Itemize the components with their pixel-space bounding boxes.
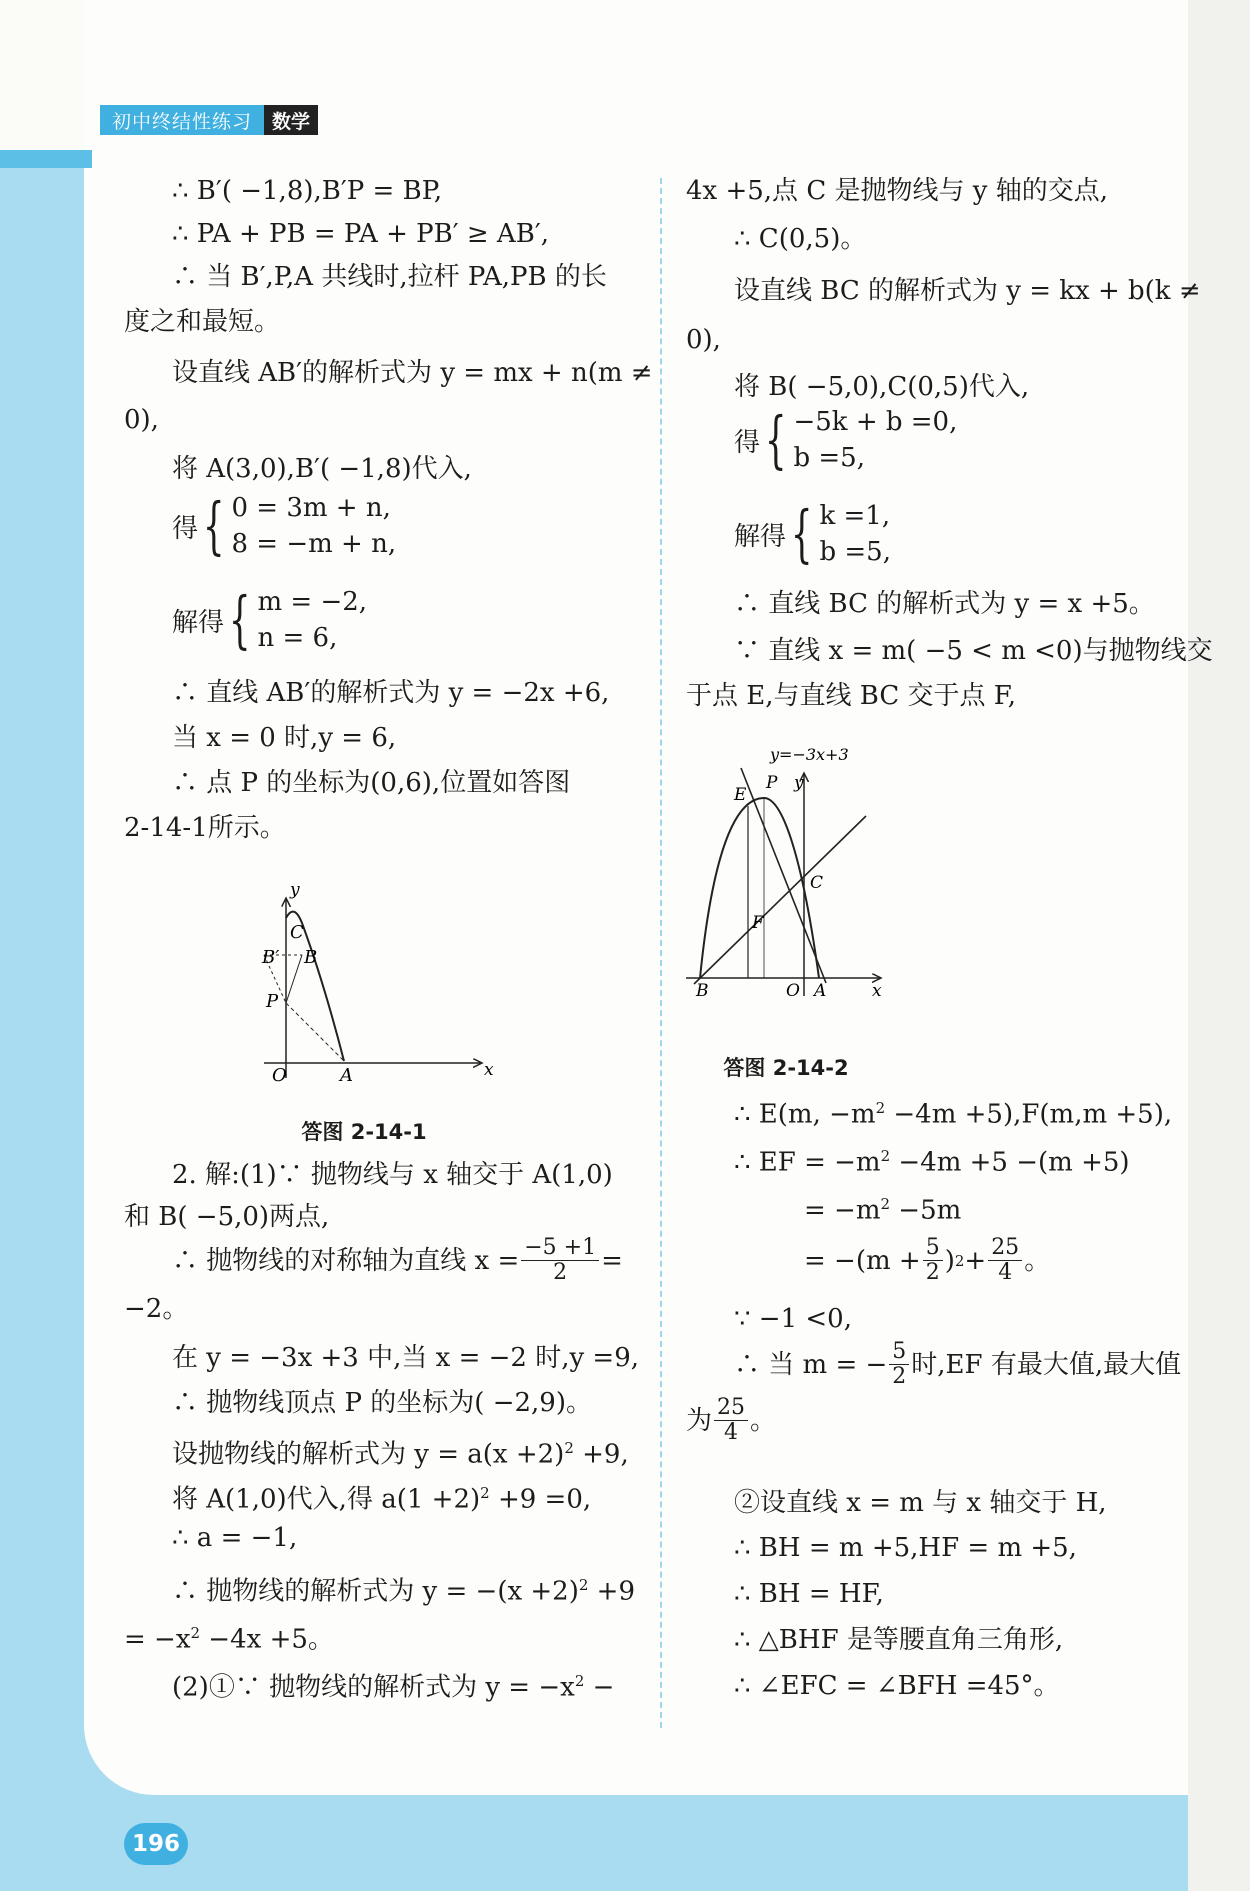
text-line (804, 1191, 961, 1224)
figure-2-14-2 (686, 738, 886, 1001)
x-axis-label: x (484, 1060, 494, 1080)
equation-system (172, 490, 396, 562)
text: = (601, 1245, 623, 1276)
brace: { (764, 403, 787, 476)
text: 为 (686, 1405, 713, 1436)
text-line: ∴ C(0,5)。 (734, 224, 867, 254)
text-line (734, 1340, 1181, 1389)
fraction (923, 1236, 943, 1285)
denominator: 2 (925, 1260, 940, 1285)
fraction (889, 1340, 909, 1389)
text-line (686, 1396, 776, 1445)
point-label-p: P (266, 991, 279, 1012)
figure-caption: 答图 2-14-1 (301, 1120, 427, 1144)
system-prefix: 解得 (734, 521, 787, 552)
text: 时,EF 有最大值,最大值 (911, 1349, 1182, 1380)
text-line: 在 y = −3x +3 中,当 x = −2 时,y =9, (172, 1343, 640, 1373)
text: 将 A(1,0)代入,得 a(1 +2) (172, 1484, 481, 1515)
text-line: ∴ 点 P 的坐标为(0,6),位置如答图 (172, 768, 571, 798)
numerator: 5 (923, 1236, 943, 1261)
text-line: 2-14-1所示。 (124, 813, 286, 843)
text: ∴ E(m, −m (734, 1099, 876, 1130)
text: ) (944, 1245, 955, 1276)
brace: { (202, 489, 225, 562)
text: −4x +5。 (200, 1624, 334, 1655)
text: = −(m + (804, 1245, 921, 1276)
system-row: b =5, (819, 537, 891, 567)
point-label-c: C (290, 922, 304, 943)
system-row: 0 = 3m + n, (231, 493, 391, 523)
numerator: 25 (988, 1236, 1022, 1261)
text-line (734, 1095, 1172, 1128)
point-label-o: O (272, 1065, 287, 1086)
text-line: ∴ BH = m +5,HF = m +5, (734, 1533, 1077, 1563)
superscript: 2 (564, 1439, 574, 1457)
system-prefix: 得 (172, 513, 199, 544)
equation-system (734, 404, 957, 476)
superscript: 2 (954, 1251, 965, 1270)
system-row: k =1, (819, 501, 891, 531)
superscript: 2 (480, 1484, 490, 1502)
superscript: 2 (875, 1099, 886, 1117)
text-line: 将 B( −5,0),C(0,5)代入, (734, 372, 1030, 402)
page-number: 196 (124, 1823, 188, 1865)
fraction (988, 1236, 1022, 1285)
text: ∴ EF = −m (734, 1147, 881, 1178)
system-row: n = 6, (257, 623, 338, 653)
series-title: 初中终结性练习 (100, 105, 264, 135)
point-label-b: B (304, 947, 318, 968)
text-line: ∵ 直线 x = m( −5 < m <0)与抛物线交 (734, 636, 1213, 666)
text: 。 (1024, 1245, 1051, 1276)
text: +9, (573, 1439, 629, 1470)
fraction (714, 1396, 748, 1445)
text-line: −2。 (124, 1294, 189, 1324)
numerator: 5 (889, 1340, 909, 1365)
point-label-p: P (766, 773, 778, 793)
text-line (172, 1435, 629, 1468)
system-row: b =5, (793, 443, 865, 473)
text: 设抛物线的解析式为 y = a(x +2) (172, 1439, 565, 1470)
text: − (584, 1672, 615, 1703)
text-line (172, 1668, 614, 1701)
text-line: ∴ B′( −1,8),B′P = BP, (172, 176, 443, 206)
text-line: ∴ a = −1, (172, 1523, 298, 1553)
text-line: ∴ 抛物线顶点 P 的坐标为( −2,9)。 (172, 1388, 592, 1418)
system-row: 8 = −m + n, (231, 529, 397, 559)
text: = −x (124, 1624, 191, 1655)
text-line: 4x +5,点 C 是抛物线与 y 轴的交点, (686, 176, 1108, 206)
text-line: 和 B( −5,0)两点, (124, 1202, 330, 1232)
text-line (172, 1236, 623, 1285)
equation-system (734, 498, 891, 570)
text-line: 2. 解:(1)∵ 抛物线与 x 轴交于 A(1,0) (172, 1160, 613, 1190)
text-line: ∵ −1 <0, (734, 1304, 852, 1334)
text: +9 (588, 1576, 636, 1607)
text-line: ∴ PA + PB = PA + PB′ ≥ AB′, (172, 219, 549, 249)
text-line: 0), (124, 405, 159, 435)
text: ∴ 当 m = − (734, 1349, 888, 1380)
point-label-b: B (696, 981, 709, 1001)
text-line (734, 1143, 1130, 1176)
line-equation-label: y=−3x+3 (770, 745, 849, 764)
system-prefix: 解得 (172, 607, 225, 638)
header-strip (0, 150, 92, 168)
point-label-a: A (340, 1065, 353, 1086)
point-label-f: F (752, 913, 764, 933)
text-line: ∴ 直线 AB′的解析式为 y = −2x +6, (172, 678, 610, 708)
denominator: 2 (553, 1260, 568, 1285)
text-line: 于点 E,与直线 BC 交于点 F, (686, 681, 1017, 711)
brace: { (790, 497, 813, 570)
y-axis-label: y (794, 773, 804, 793)
denominator: 2 (892, 1364, 907, 1389)
numerator: 25 (714, 1396, 748, 1421)
superscript: 2 (880, 1195, 891, 1213)
text-line (172, 1572, 635, 1605)
text-line: 当 x = 0 时,y = 6, (172, 723, 397, 753)
point-label-e: E (734, 785, 747, 805)
equation-system (172, 584, 367, 656)
numerator: −5 +1 (521, 1236, 599, 1261)
figure-2-14-1 (262, 880, 504, 1086)
line-bc (694, 816, 866, 984)
superscript: 2 (574, 1672, 585, 1690)
text-line: ∴ 直线 BC 的解析式为 y = x +5。 (734, 589, 1155, 619)
text: −5m (890, 1195, 962, 1226)
text: = −m (804, 1195, 881, 1226)
text-line (124, 1620, 334, 1653)
superscript: 2 (880, 1147, 891, 1165)
text-line (804, 1236, 1050, 1285)
text-line: 设直线 AB′的解析式为 y = mx + n(m ≠ (172, 358, 653, 388)
text-line (172, 1480, 591, 1513)
text: +9 =0, (489, 1484, 592, 1515)
text: ∴ 抛物线的对称轴为直线 x = (172, 1245, 520, 1276)
text: + (964, 1245, 987, 1276)
y-axis-label: y (290, 880, 300, 900)
parabola (700, 798, 819, 978)
x-axis-label: x (872, 981, 882, 1001)
text: −4m +5),F(m,m +5), (885, 1099, 1173, 1130)
system-row: m = −2, (257, 587, 368, 617)
system-prefix: 得 (734, 427, 761, 458)
text: (2)①∵ 抛物线的解析式为 y = −x (172, 1672, 575, 1703)
denominator: 4 (724, 1420, 739, 1445)
text-line: 将 A(3,0),B′( −1,8)代入, (172, 454, 472, 484)
system-row: −5k + b =0, (793, 407, 958, 437)
figure-caption: 答图 2-14-2 (723, 1056, 849, 1080)
point-label-a: A (814, 981, 827, 1001)
point-label-o: O (786, 981, 800, 1001)
fraction (521, 1236, 599, 1285)
subject-label: 数学 (264, 105, 318, 135)
text-line: ∴ △BHF 是等腰直角三角形, (734, 1625, 1064, 1655)
denominator: 4 (998, 1260, 1013, 1285)
text: 。 (750, 1405, 777, 1436)
brace: { (228, 583, 251, 656)
text-line: ②设直线 x = m 与 x 轴交于 H, (734, 1488, 1107, 1518)
text-line: 度之和最短。 (124, 307, 281, 337)
text-line: ∴ 当 B′,P,A 共线时,拉杆 PA,PB 的长 (172, 262, 607, 292)
superscript: 2 (578, 1576, 589, 1594)
text-line: ∴ ∠EFC = ∠BFH =45°。 (734, 1671, 1060, 1701)
column-divider (660, 178, 662, 1728)
text-line: ∴ BH = HF, (734, 1579, 884, 1609)
point-label-c: C (810, 873, 824, 893)
text: −4m +5 −(m +5) (890, 1147, 1130, 1178)
text-line: 设直线 BC 的解析式为 y = kx + b(k ≠ (734, 276, 1201, 306)
superscript: 2 (190, 1624, 201, 1642)
text: ∴ 抛物线的解析式为 y = −(x +2) (172, 1576, 579, 1607)
text-line: 0), (686, 325, 721, 355)
point-label-b-prime: B′ (262, 947, 280, 968)
running-header (100, 105, 318, 135)
segment-pb (286, 955, 302, 1003)
left-color-band (0, 150, 92, 1891)
